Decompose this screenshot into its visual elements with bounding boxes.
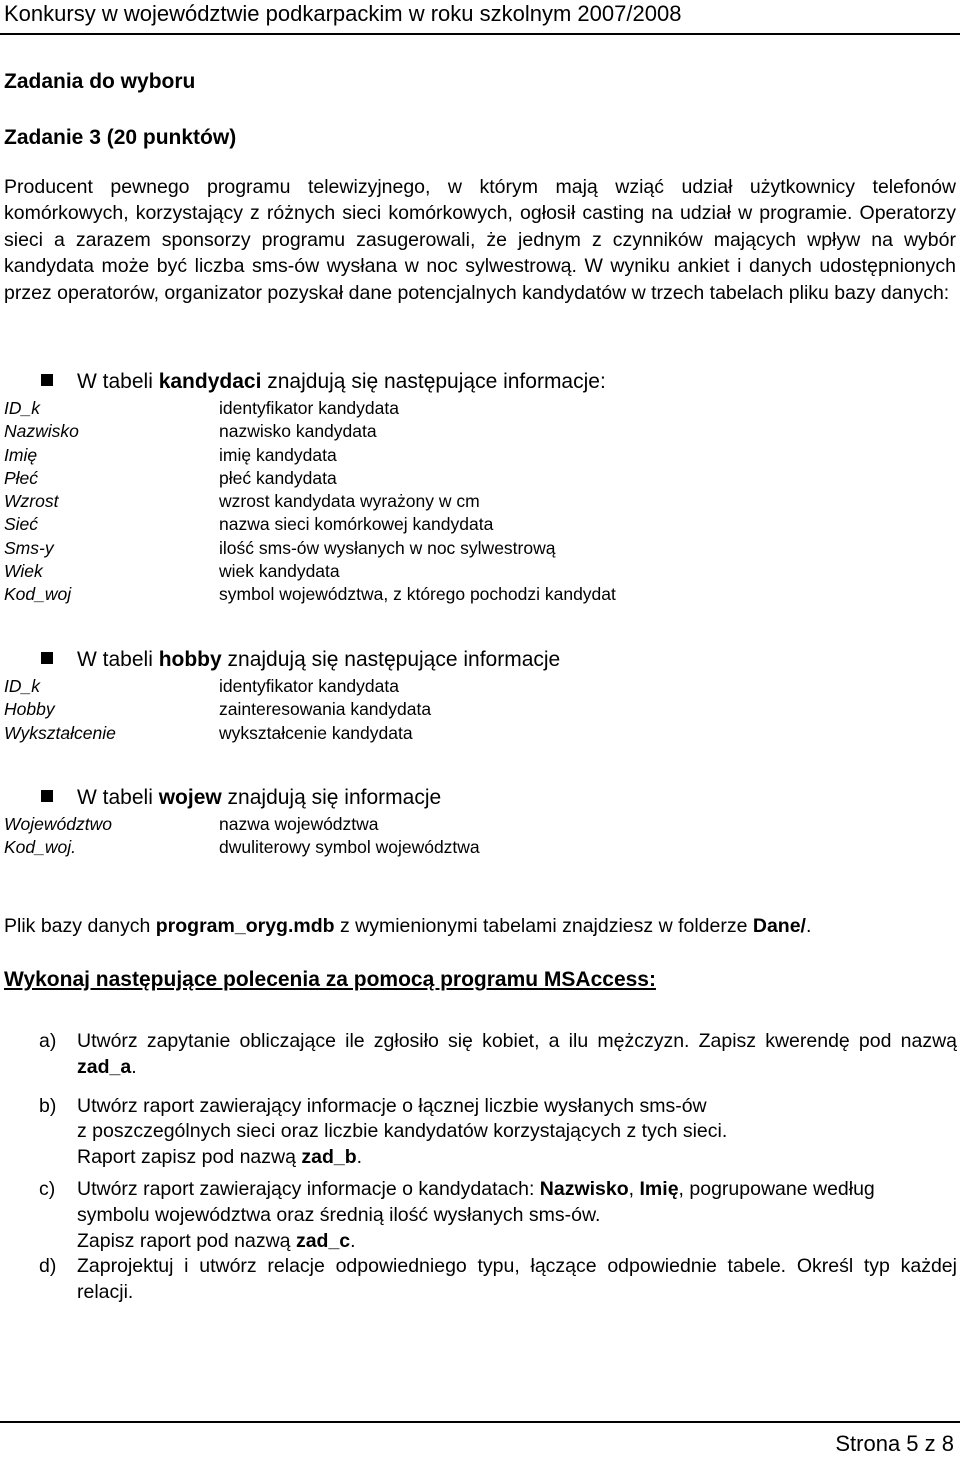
field-name: Sms-y	[4, 537, 54, 558]
field-desc: dwuliterowy symbol województwa	[219, 837, 480, 858]
field-name: Imię	[4, 444, 38, 465]
instructions-heading: Wykonaj następujące polecenia za pomocą programu MSAccess:	[4, 968, 656, 991]
table-hobby-title: W tabeli hobby znajdują się następujące informacje	[4, 648, 560, 672]
field-desc: identyfikator kandydata	[219, 398, 399, 418]
header-title: Konkursy w województwie podkarpackim w roku szkolnym 2007/2008	[4, 1, 682, 26]
square-bullet-icon	[41, 374, 53, 386]
database-filename: program_oryg.mdb	[155, 915, 335, 937]
field-name: Wykształcenie	[4, 722, 116, 743]
field-desc: imię kandydata	[219, 444, 337, 465]
field-desc: nazwa województwa	[219, 814, 379, 834]
task-c	[0, 1177, 960, 1254]
database-file-line: Plik bazy danych program_oryg.mdb z wymienionymi tabelami znajdziesz w folderze Dane/.	[4, 915, 812, 937]
task-d	[0, 1254, 960, 1306]
field-name: Hobby	[4, 699, 55, 720]
field-desc: nazwisko kandydata	[219, 421, 377, 442]
task-text: Utwórz raport zawierający informacje o kandydatach: Nazwisko, Imię, pogrupowane według symbolu województwa oraz średnią ilość wysłanych sms-ów. Zapisz raport pod nazwą zad_c.	[77, 1177, 875, 1252]
task-text: Utwórz zapytanie obliczające ile zgłosiło się kobiet, a ilu mężczyzn. Zapisz kwerendę pod nazwą zad_a.	[77, 1030, 957, 1078]
table-name: wojew	[158, 786, 222, 809]
table-name: kandydaci	[158, 370, 262, 393]
field-desc: nazwa sieci komórkowej kandydata	[219, 514, 494, 535]
field-name: Nazwisko	[4, 421, 79, 442]
field-name: Kod_woj	[4, 584, 72, 605]
task-label: b)	[39, 1094, 57, 1117]
field-name: ID_k	[4, 676, 40, 696]
field-desc: płeć kandydata	[219, 467, 337, 488]
page-footer	[0, 1421, 960, 1456]
field-name: Kod_woj.	[4, 837, 76, 858]
task-text: Zaprojektuj i utwórz relacje odpowiedniego typu, łączące odpowiednie tabele. Określ typ każdej relacji.	[77, 1255, 957, 1304]
table-wojew-title: W tabeli wojew znajdują się informacje	[4, 786, 441, 810]
square-bullet-icon	[41, 652, 53, 664]
task-heading: Zadanie 3 (20 punktów)	[4, 126, 237, 149]
task-list	[0, 1029, 960, 1306]
field-name: ID_k	[4, 398, 40, 418]
table-name: hobby	[158, 648, 222, 671]
page-number: Strona 5 z 8	[835, 1431, 954, 1456]
field-name: Płeć	[4, 467, 39, 488]
task-text: Utwórz raport zawierający informacje o łącznej liczbie wysłanych sms-ów z poszczególnych sieci oraz liczbie kandydatów korzystających z tych sieci. Raport zapisz pod nazwą zad_b.	[77, 1094, 728, 1169]
field-desc: identyfikator kandydata	[219, 676, 399, 696]
field-name: Wiek	[4, 561, 43, 582]
field-desc: zainteresowania kandydata	[219, 699, 432, 720]
field-name: Wzrost	[4, 491, 59, 512]
table-kandydaci-title: W tabeli kandydaci znajdują się następujące informacje:	[4, 370, 606, 394]
section-heading: Zadania do wyboru	[4, 70, 196, 93]
field-desc: ilość sms-ów wysłanych w noc sylwestrową	[219, 537, 556, 558]
folder-name: Dane/	[752, 915, 806, 937]
task-label: d)	[39, 1255, 57, 1278]
page-header	[0, 0, 960, 35]
field-name: Sieć	[4, 514, 39, 535]
field-desc: wzrost kandydata wyrażony w cm	[219, 491, 480, 512]
square-bullet-icon	[41, 790, 53, 802]
task-b	[0, 1094, 960, 1171]
task-a	[0, 1029, 960, 1081]
intro-paragraph: Producent pewnego programu telewizyjnego, w którym mają wziąć udział użytkownicy telefonów komórkowych, korzystający z różnych sieci komórkowych, ogłosił casting na udział w programie. Operatorzy sieci a zarazem sponsorzy programu zasugerowali, że jednym z czynników mających wpływ na wybór kandydata może być liczba sms-ów wysłana w noc sylwestrową. W wyniku ankiet i danych udostępnionych przez operatorów, organizator pozyskał dane potencjalnych kandydatów w trzech tabelach pliku bazy danych:	[4, 176, 956, 304]
task-label: a)	[39, 1030, 57, 1052]
field-desc: symbol województwa, z którego pochodzi kandydat	[219, 584, 616, 605]
field-desc: wykształcenie kandydata	[219, 722, 413, 743]
field-name: Województwo	[4, 814, 112, 834]
field-desc: wiek kandydata	[219, 561, 340, 582]
task-label: c)	[39, 1177, 56, 1200]
